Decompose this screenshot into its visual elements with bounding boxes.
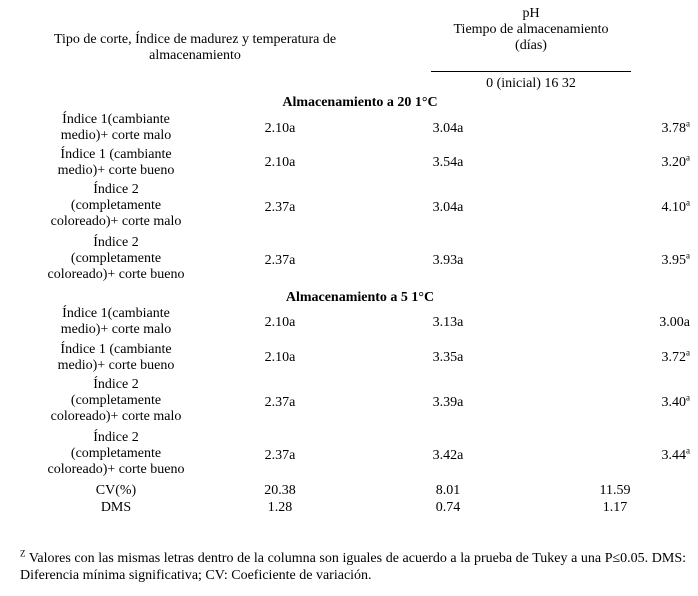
value-day16: 3.54a	[432, 155, 464, 170]
row-label: Índice 1(cambiante medio)+ corte malo	[60, 306, 172, 337]
value-day32: 3.95$^a$	[661, 250, 690, 268]
value-day16: 3.42a	[432, 448, 464, 463]
stat-label-cv: CV(%)	[95, 483, 137, 498]
stat-cv-day32: 11.59	[599, 483, 631, 498]
value-day32: 3.44$^a$	[661, 445, 690, 463]
header-left	[0, 32, 390, 64]
value-day32: 3.00a	[659, 315, 690, 330]
row-label: Índice 2 (completamente coloreado)+ corte bueno	[47, 430, 185, 477]
header-days: 0 (inicial) 16 32	[486, 76, 576, 91]
section-title: Almacenamiento a 20 1°C	[282, 95, 438, 110]
value-day0: 2.37a	[264, 200, 296, 215]
stat-dms-day0: 1.28	[267, 500, 293, 515]
header-rule	[431, 71, 631, 72]
value-day16: 3.93a	[432, 253, 464, 268]
stat-cv-day16: 8.01	[435, 483, 461, 498]
stat-label-dms: DMS	[100, 500, 132, 515]
value-day16: 3.04a	[432, 121, 464, 136]
row-label: Índice 1(cambiante medio)+ corte malo	[60, 112, 172, 143]
row-label: Índice 2 (completamente coloreado)+ corte bueno	[47, 235, 185, 282]
value-day32: 3.78$^a$	[661, 118, 690, 136]
value-day32: 3.72$^a$	[661, 347, 690, 365]
row-label: Índice 1 (cambiante medio)+ corte bueno	[57, 147, 175, 178]
header-ph: pH	[522, 6, 540, 21]
value-day32: 3.20$^a$	[661, 152, 690, 170]
header-left-line1: Tipo de corte, Índice de madurez y temperatura de	[53, 32, 337, 47]
value-day0: 2.37a	[264, 448, 296, 463]
stat-dms-day32: 1.17	[602, 500, 628, 515]
value-day32: 3.40$^a$	[661, 392, 690, 410]
header-days-unit: (días)	[515, 38, 547, 53]
stat-dms-day16: 0.74	[435, 500, 461, 515]
value-day16: 3.13a	[432, 315, 464, 330]
value-day0: 2.10a	[264, 121, 296, 136]
row-label: Índice 1 (cambiante medio)+ corte bueno	[57, 342, 175, 373]
value-day16: 3.35a	[432, 350, 464, 365]
value-day0: 2.37a	[264, 395, 296, 410]
stat-cv-day0: 20.38	[264, 483, 296, 498]
row-label: Índice 2 (completamente coloreado)+ corte malo	[50, 377, 182, 424]
value-day16: 3.39a	[432, 395, 464, 410]
footnote-text: Valores con las mismas letras dentro de la columna son iguales de acuerdo a la prueba de Tukey a una P≤0.05. DMS: Diferencia mínima significativa; CV: Coeficiente de variación.	[20, 551, 686, 583]
value-day0: 2.10a	[264, 155, 296, 170]
header-storage-time: Tiempo de almacenamiento	[453, 22, 609, 37]
section-title: Almacenamiento a 5 1°C	[285, 290, 435, 305]
header-left-line2: almacenamiento	[149, 48, 241, 63]
value-day32: 4.10$^a$	[661, 197, 690, 215]
header-right	[430, 6, 632, 54]
footnote	[20, 550, 686, 584]
value-day16: 3.04a	[432, 200, 464, 215]
footnote-marker: Z	[20, 548, 26, 559]
row-label: Índice 2 (completamente coloreado)+ corte malo	[50, 182, 182, 229]
value-day0: 2.10a	[264, 315, 296, 330]
value-day0: 2.10a	[264, 350, 296, 365]
value-day0: 2.37a	[264, 253, 296, 268]
